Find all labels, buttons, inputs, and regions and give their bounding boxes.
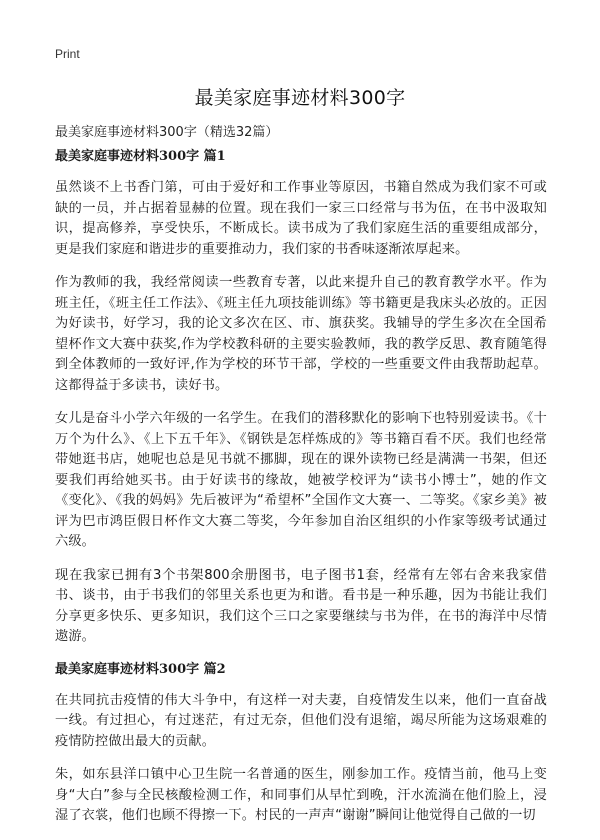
section-1 [55, 148, 547, 648]
print-label[interactable]: Print [55, 47, 80, 61]
document-content [55, 148, 547, 840]
section-2 [55, 661, 547, 827]
paragraph: 女儿是奋斗小学六年级的一名学生。在我们的潜移默化的影响下也特别爱读书。《十万个为什么》、《上下五千年》、《钢铁是怎样炼成的》等书籍百看不厌。我们也经常带她逛书店，她呢也总是见书就不挪脚，现在的课外读物已经是满满一书架，但还要我们再给她买书。由于好读书的缘故，她被学校评为“读书小博士”，她的作文《变化》、《我的妈妈》先后被评为“希望杯”全国作文大赛一、二等奖。《家乡美》被评为巴市鸿臣假日杯作文大赛二等奖，今年参加自治区组织的小作家等级考试通过六级。 [55, 411, 547, 549]
section-heading: 最美家庭事迹材料300字 篇1 [55, 149, 226, 164]
paragraph: 现在我家已拥有3个书架800余册图书，电子图书1套，经常有左邻右舍来我家借书、谈书，由于书我们的邻里关系也更为和谐。看书是一种乐趣，因为书能让我们分享更多快乐、更多知识，我们这个三口之家要继续与书为伴，在书的海洋中尽情遨游。 [55, 567, 547, 644]
paragraph: 朱，如东县洋口镇中心卫生院一名普通的医生，刚参加工作。疫情当前，他马上变身“大白”参与全民核酸检测工作，和同事们从早忙到晚，汗水流淌在他们脸上，浸湿了衣裳，他们也顾不得擦一下。村民的一声声“谢谢”瞬间让他觉得自己做的一切 [55, 767, 547, 823]
paragraph: 作为教师的我，我经常阅读一些教育专著，以此来提升自己的教育教学水平。作为班主任，《班主任工作法》、《班主任九项技能训练》等书籍更是我床头必放的。正因为好读书，好学习，我的论文多次在区、市、旗获奖。我辅导的学生多次在全国希望杯作文大赛中获奖,作为学校教科研的主要实验教师，我的教学反思、教育随笔得到全体教师的一致好评,作为学校的环节干部，学校的一些重要文件由我帮助起草。这都得益于多读书，读好书。 [55, 275, 547, 393]
document-subtitle: 最美家庭事迹材料300字（精选32篇） [55, 125, 279, 140]
page-title: 最美家庭事迹材料300字 [194, 87, 406, 109]
paragraph: 虽然谈不上书香门第，可由于爱好和工作事业等原因，书籍自然成为我们家不可或缺的一员，并占据着显赫的位置。现在我们一家三口经常与书为伍，在书中汲取知识，提高修养，享受快乐，不断成长。读书成为了我们家庭生活的重要组成部分，更是我们家庭和谐进步的重要推动力，我们家的书香味逐渐浓厚起来。 [55, 180, 547, 257]
section-heading: 最美家庭事迹材料300字 篇2 [55, 661, 226, 677]
paragraph: 在共同抗击疫情的伟大斗争中，有这样一对夫妻，自疫情发生以来，他们一直奋战一线。有过担心，有过迷茫，有过无奈，但他们没有退缩，竭尽所能为这场艰难的疫情防控做出最大的贡献。 [55, 692, 547, 749]
